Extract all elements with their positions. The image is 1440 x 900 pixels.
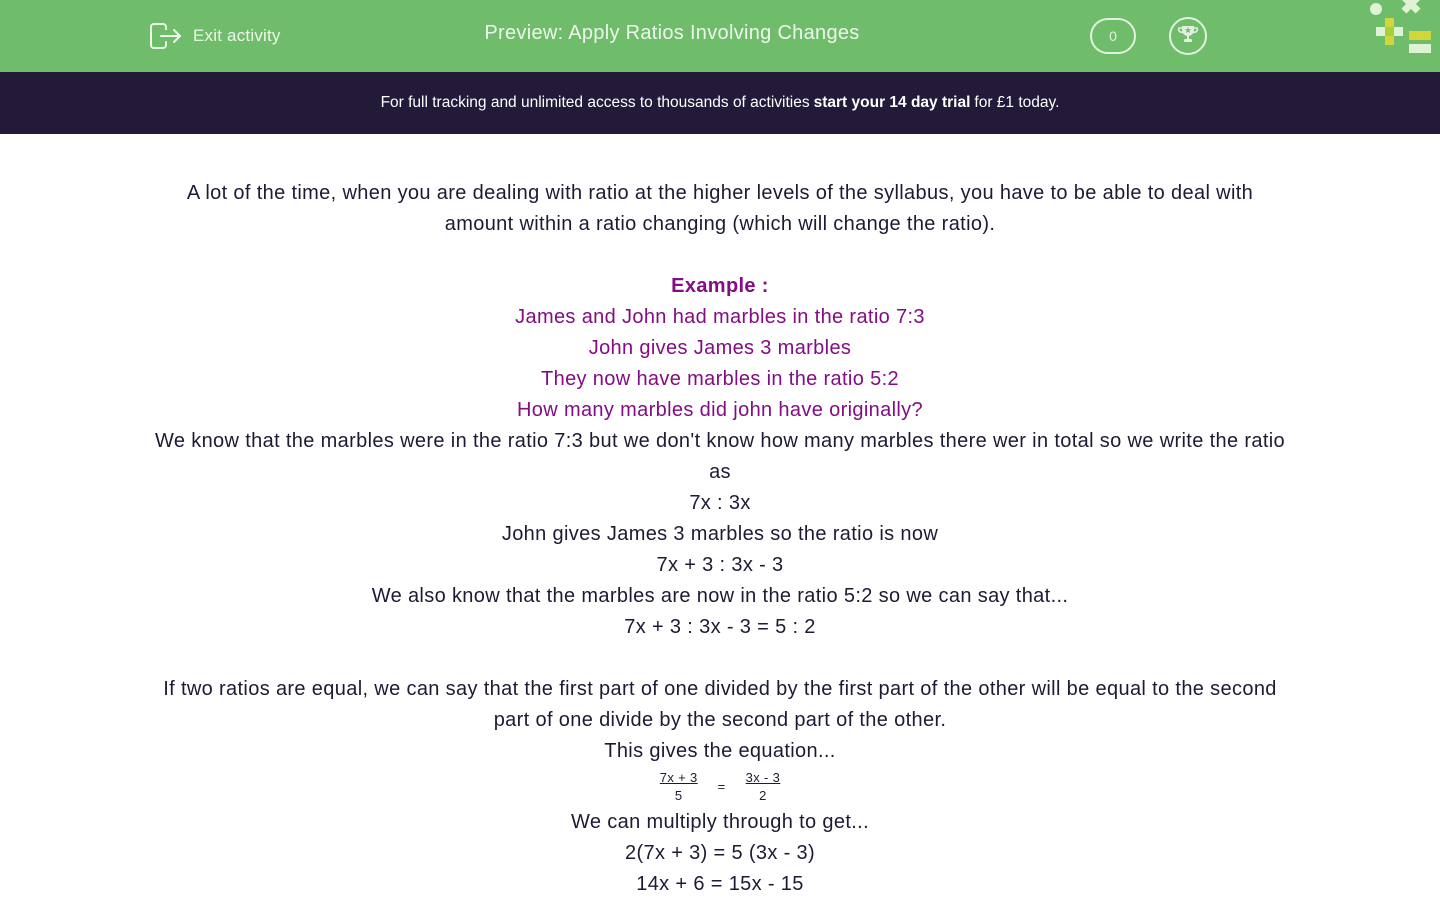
left-denominator: 5 [674, 788, 683, 803]
left-numerator: 7x + 3 [659, 770, 698, 785]
exit-activity-label: Exit activity [193, 26, 281, 45]
left-fraction [660, 769, 698, 805]
example-line: James and John had marbles in the ratio 7:3 [515, 306, 925, 328]
fraction-equation [150, 767, 1290, 807]
promo-text-end: for £1 today. [974, 94, 1060, 111]
promo-text: For full tracking and unlimited access to thousands of activities [380, 94, 810, 111]
top-bar [0, 0, 1440, 72]
rule-line: This gives the equation... [604, 740, 836, 762]
lesson-content [150, 178, 1290, 900]
right-fraction [746, 769, 781, 805]
working-line: We can multiply through to get... [571, 811, 869, 833]
right-denominator: 2 [759, 788, 767, 803]
trophy-icon [1176, 22, 1200, 51]
equals-sign: = [717, 779, 726, 794]
math-symbols-logo [1366, 0, 1440, 56]
trial-promo-banner [0, 72, 1440, 134]
explanation-line: John gives James 3 marbles so the ratio is now [501, 523, 939, 545]
start-trial-link[interactable]: start your 14 day trial [813, 94, 971, 111]
intro-paragraph: A lot of the time, when you are dealing with ratio at the higher levels of the syllabus, you have to be able to deal with amount within a ratio changing (which will change the ratio). [186, 182, 1254, 235]
explanation-line: We also know that the marbles are now in the ratio 5:2 so we can say that... [371, 585, 1069, 607]
score-badge [1090, 18, 1136, 54]
explanation-line: 7x + 3 : 3x - 3 [656, 554, 784, 576]
example-line: How many marbles did john have originally? [516, 399, 923, 421]
trophy-button[interactable] [1169, 17, 1207, 55]
score-value: 0 [1109, 28, 1117, 44]
rule-paragraph: If two ratios are equal, we can say that the first part of one divided by the first part of the other will be equal to the second part of one divide by the second part of the other. [163, 678, 1277, 731]
working-line: 2(7x + 3) = 5 (3x - 3) [625, 842, 815, 864]
explanation-line: 7x : 3x [689, 492, 751, 514]
working-line: 14x + 6 = 15x - 15 [636, 873, 804, 895]
example-line: John gives James 3 marbles [588, 337, 852, 359]
example-line: They now have marbles in the ratio 5:2 [541, 368, 899, 390]
right-numerator: 3x - 3 [745, 770, 781, 785]
explanation-line: We know that the marbles were in the ratio 7:3 but we don't know how many marbles there wer in total so we write the ratio as [154, 430, 1285, 483]
explanation-line: 7x + 3 : 3x - 3 = 5 : 2 [624, 616, 816, 638]
page-title: Preview: Apply Ratios Involving Changes [484, 22, 860, 44]
example-heading: Example : [671, 275, 769, 297]
